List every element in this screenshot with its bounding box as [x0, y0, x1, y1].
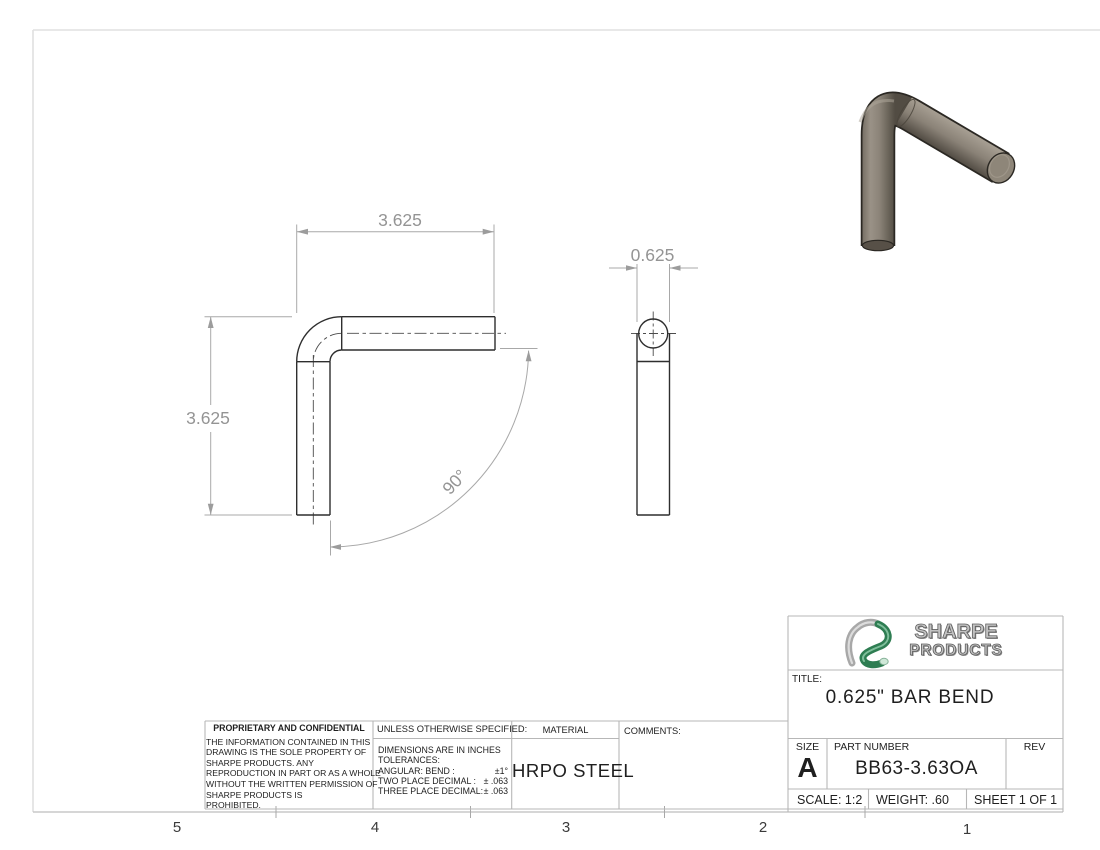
front-view-dimension-arrows — [208, 229, 532, 550]
tolerance-label: THREE PLACE DECIMAL: — [378, 786, 484, 797]
zone-label-1: 1 — [962, 821, 972, 838]
part-number-label: PART NUMBER — [834, 741, 910, 753]
drawing-title: 0.625" BAR BEND — [825, 687, 995, 708]
proprietary-note-line: SHARPE PRODUCTS. ANY — [206, 757, 314, 768]
scale-value: SCALE: 1:2 — [797, 793, 863, 807]
proprietary-note-line: SHARPE PRODUCTS IS — [206, 789, 303, 800]
front-view-centerlines — [313, 333, 506, 526]
spec-line-tolerances: TOLERANCES: — [378, 755, 440, 766]
dimension-width-label: 3.625 — [378, 210, 422, 230]
material-value: HRPO STEEL — [512, 760, 635, 781]
proprietary-note-line: THE INFORMATION CONTAINED IN THIS — [206, 736, 371, 747]
spec-line-dimensions: DIMENSIONS ARE IN INCHES — [378, 745, 501, 755]
proprietary-note-line: PROHIBITED. — [206, 800, 261, 811]
proprietary-note-line: WITHOUT THE WRITTEN PERMISSION OF — [206, 778, 378, 789]
dimension-height-label: 3.625 — [186, 408, 230, 428]
size-label: SIZE — [795, 741, 820, 753]
zone-label-4: 4 — [370, 819, 380, 836]
zone-label-5: 5 — [172, 819, 182, 836]
front-view-part-edges — [297, 317, 495, 515]
front-view-extension-lines — [205, 225, 538, 556]
title-label: TITLE: — [792, 674, 823, 685]
side-view-part-edges — [637, 319, 670, 515]
proprietary-note-line: REPRODUCTION IN PART OR AS A WHOLE — [206, 768, 381, 779]
tolerance-notes — [378, 745, 508, 796]
rod-bottom-cap — [862, 240, 893, 250]
zone-label-3: 3 — [561, 819, 571, 836]
dimension-diameter-label: 0.625 — [630, 245, 675, 265]
zone-label-2: 2 — [758, 819, 768, 836]
logo-line1: SHARPE — [914, 621, 998, 643]
rev-label: REV — [1023, 741, 1046, 753]
tolerance-row — [378, 776, 508, 786]
tolerance-value: ± .063 — [483, 775, 508, 786]
isometric-view — [860, 97, 1020, 251]
comments-header: COMMENTS: — [624, 726, 681, 736]
proprietary-note-line: DRAWING IS THE SOLE PROPERTY OF — [206, 747, 367, 758]
dimension-angle-label: 90° — [438, 465, 471, 499]
sharpe-logo-icon — [849, 622, 889, 664]
sheet-value: SHEET 1 OF 1 — [974, 793, 1058, 807]
tolerance-row — [378, 786, 508, 796]
sharpe-logo-text — [902, 622, 1010, 659]
tolerance-value: ± .063 — [483, 786, 508, 797]
tolerance-label: ANGULAR: BEND : — [378, 765, 455, 776]
part-number-value: BB63-3.63OA — [855, 758, 978, 779]
side-view-dimension-arrows — [626, 265, 681, 271]
proprietary-note-title: PROPRIETARY AND CONFIDENTIAL — [213, 723, 365, 733]
size-value: A — [797, 752, 818, 783]
logo-line2: PRODUCTS — [909, 642, 1003, 659]
material-header: MATERIAL — [542, 725, 589, 735]
spec-header: UNLESS OTHERWISE SPECIFIED: — [377, 724, 528, 734]
tolerance-value: ±1° — [494, 765, 508, 776]
weight-value: WEIGHT: .60 — [876, 793, 949, 807]
tube-cap-glyph — [880, 658, 888, 664]
proprietary-note — [206, 723, 381, 811]
tolerance-label: TWO PLACE DECIMAL : — [378, 775, 476, 786]
tolerance-row — [378, 766, 508, 776]
front-view — [186, 210, 537, 556]
side-view — [609, 245, 698, 515]
